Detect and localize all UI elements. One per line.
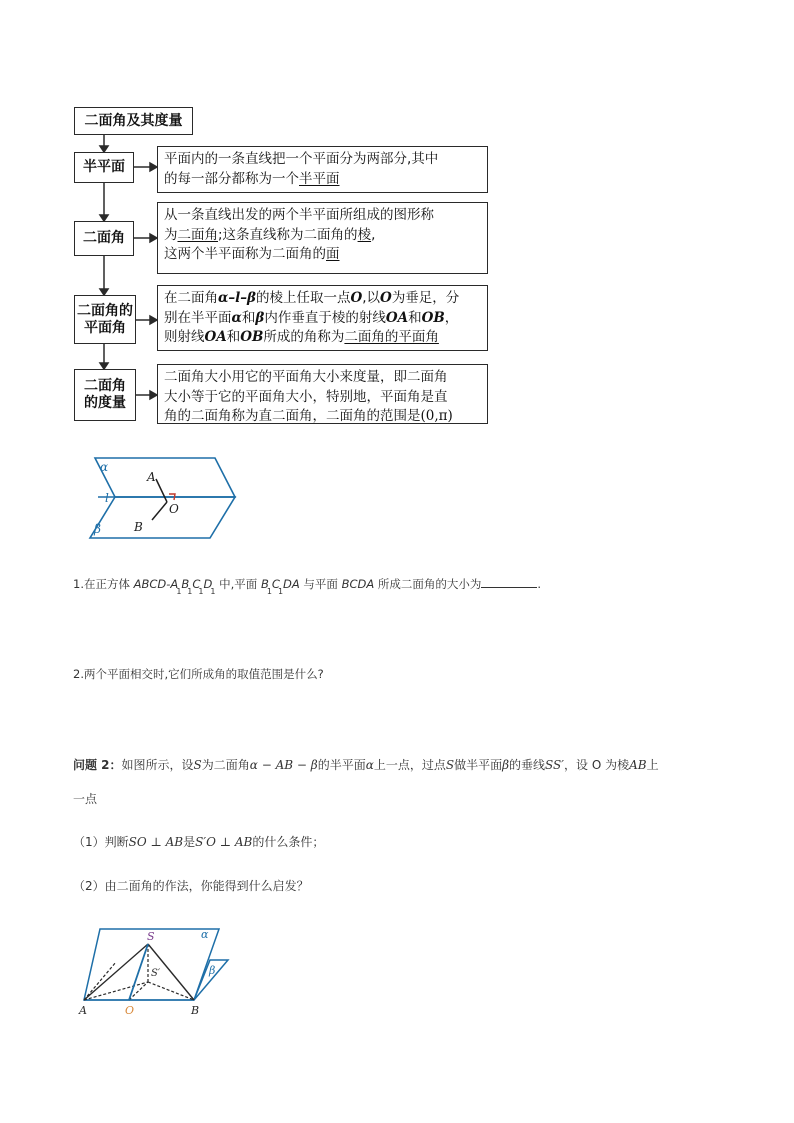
p2-t-o: 上 <box>646 758 659 772</box>
p2-S: S <box>193 758 202 772</box>
label-S-prime: S′ <box>151 968 161 979</box>
q1-c1: C <box>192 577 201 591</box>
p2s1-d: S′O ⊥ AB <box>195 835 253 849</box>
desc-text: ， <box>444 309 459 326</box>
q1-sub-b1: 1 <box>187 587 193 596</box>
flowchart-title: 二面角及其度量 <box>74 107 193 135</box>
desc-text: 和 <box>226 329 241 345</box>
flowchart-desc-2 <box>157 202 488 274</box>
q1-plane-da: DA <box>283 577 300 591</box>
flowchart-label-2 <box>74 221 134 256</box>
question-2: 2.两个平面相交时,它们所成角的取值范围是什么? <box>73 667 324 681</box>
p2-dihedral: α − AB − β <box>249 758 318 772</box>
question-1 <box>73 576 542 596</box>
desc-text: 别在半平面 <box>164 309 232 326</box>
flowchart-desc-line <box>164 309 481 329</box>
label-alpha-2: α <box>201 928 209 941</box>
desc-text: α <box>231 309 242 326</box>
desc-text: 平面内的一条直线把一个平面分为两部分,其中 <box>164 151 439 167</box>
desc-text: 内作垂直于棱的射线 <box>264 309 386 326</box>
underlined-term: 棱 <box>357 226 372 243</box>
desc-text: 为 <box>164 226 178 243</box>
flowchart-desc-line <box>164 388 481 408</box>
label-alpha: α <box>100 460 109 474</box>
desc-text: 则射线 <box>164 329 205 345</box>
q1-sub-pc1: 1 <box>277 587 284 596</box>
flowchart-desc-4 <box>157 364 488 424</box>
label-O-2: O <box>125 1004 135 1017</box>
label-beta-2: β <box>209 964 216 977</box>
desc-text: 在二面角 <box>164 290 218 306</box>
p2-t-a: 如图所示，设 <box>121 758 194 772</box>
desc-text: α–l–β <box>218 290 256 306</box>
problem-2-title: 问题 2： <box>73 758 122 772</box>
p2-t-m: ，设 O 为棱 <box>564 758 630 772</box>
underlined-term: 半平面 <box>299 170 340 187</box>
q1-d1: D <box>203 577 213 591</box>
p2-t-g: 上一点，过点 <box>373 758 446 772</box>
underlined-term: 二面角 <box>177 226 218 243</box>
desc-text: (0,π) <box>420 408 453 424</box>
desc-text: 为垂足，分 <box>391 290 460 306</box>
flowchart-desc-line <box>164 328 481 348</box>
q1-cube: ABCD-A <box>133 577 179 591</box>
flowchart-label-line: 半平面 <box>83 159 125 175</box>
plane-alpha-shape <box>95 458 235 497</box>
desc-text: 这两个半平面称为二面角的 <box>164 246 326 262</box>
flowchart-label-4 <box>74 369 136 421</box>
flowchart-desc-line <box>164 289 481 309</box>
desc-text: , <box>371 226 376 243</box>
desc-text: β <box>255 309 265 326</box>
dihedral-figure-1 <box>70 450 250 550</box>
desc-text: O <box>350 290 363 306</box>
p2-t-e: 的半平面 <box>317 758 366 772</box>
flowchart-label-line: 的度量 <box>84 395 126 411</box>
desc-text: 和 <box>241 309 256 326</box>
p2s1-c: 是 <box>183 835 196 849</box>
q1-text-c: 与平面 <box>299 577 342 591</box>
flowchart-desc-line <box>164 407 481 427</box>
desc-text: OA <box>385 309 409 326</box>
flowchart-label-line: 二面角的 <box>77 302 133 319</box>
q1-period: . <box>537 577 542 591</box>
p2s1-a: （1）判断 <box>73 835 129 849</box>
p2-t-i: 做半平面 <box>454 758 503 772</box>
label-beta: β <box>94 522 101 536</box>
flowchart-desc-line <box>164 170 481 190</box>
q1-text-d: 所成二面角的大小为 <box>374 577 482 591</box>
desc-text: OB <box>240 329 264 345</box>
flowchart-desc-line <box>164 206 481 226</box>
desc-text: OA <box>204 329 227 345</box>
desc-text: O <box>380 290 392 306</box>
desc-text: 的每一部分都称为一个 <box>164 170 299 187</box>
p2-beta: β <box>502 758 510 772</box>
q1-sub-a1: 1 <box>176 587 182 596</box>
flowchart-label-1 <box>74 152 134 183</box>
q1-sub-c1: 1 <box>198 587 204 596</box>
ray-OA <box>156 479 167 502</box>
label-B-2: B <box>191 1004 200 1017</box>
p2-t-c: 为二面角 <box>201 758 250 772</box>
ray-OB <box>152 502 167 520</box>
problem-2-line-1 <box>73 756 659 773</box>
q1-plane-b1: B <box>260 577 269 591</box>
q1-text-b: 中,平面 <box>215 577 261 591</box>
q1-sub-pb1: 1 <box>266 587 272 596</box>
flowchart-desc-3 <box>157 285 488 351</box>
label-A-2: A <box>79 1004 87 1017</box>
answer-blank[interactable] <box>481 577 537 588</box>
q1-text-a: 1.在正方体 <box>73 577 134 591</box>
flowchart-desc-line <box>164 368 481 388</box>
underlined-term: 二面角的平面角 <box>344 329 439 345</box>
flowchart-desc-line <box>164 226 481 246</box>
desc-text: 大小等于它的平面角大小，特别地，平面角是直 <box>164 388 448 405</box>
flowchart-desc-line <box>164 245 481 265</box>
label-S: S <box>147 930 155 943</box>
q1-b1: B <box>181 577 190 591</box>
flowchart-desc-1 <box>157 146 488 193</box>
label-A: A <box>147 470 156 484</box>
desc-text: 的棱上任取一点 <box>255 290 351 306</box>
p2-t-k: 的垂线 <box>509 758 546 772</box>
flowchart-label-3 <box>74 295 136 344</box>
desc-text: ,以 <box>362 290 381 306</box>
desc-text: 角的二面角称为直二面角，二面角的范围是 <box>164 408 421 424</box>
label-O: O <box>169 502 179 516</box>
p2-AB: AB <box>629 758 647 772</box>
problem-2-sub-1 <box>73 833 324 850</box>
desc-text: 和 <box>408 309 422 326</box>
desc-text: 所成的角称为 <box>263 329 345 345</box>
q1-plane-bcda: BCDA <box>341 577 375 591</box>
desc-text: OB <box>421 309 445 326</box>
flowchart-label-line: 二面角 <box>83 230 125 246</box>
problem-2-line-2: 一点 <box>73 792 98 806</box>
q1-sub-d1: 1 <box>210 587 216 596</box>
underlined-term: 面 <box>326 246 340 262</box>
q1-plane-c1: C <box>271 577 280 591</box>
label-B: B <box>134 520 143 534</box>
desc-text: 从一条直线出发的两个半平面所组成的图形称 <box>164 207 434 223</box>
flowchart-desc-line <box>164 150 481 170</box>
plane-beta-shape <box>90 497 235 538</box>
flowchart-label-line: 二面角 <box>84 378 126 394</box>
desc-text: 二面角大小用它的平面角大小来度量，即二面角 <box>164 369 448 385</box>
dihedral-figure-2 <box>76 924 246 1024</box>
label-l: l <box>105 491 109 505</box>
desc-text: ;这条直线称为二面角的 <box>218 226 358 243</box>
p2-SS: SS′ <box>545 758 565 772</box>
p2-alpha: α <box>365 758 374 772</box>
p2s1-b: SO ⊥ AB <box>128 835 184 849</box>
p2s1-e: 的什么条件； <box>252 835 325 849</box>
flowchart-label-line: 平面角 <box>84 319 126 336</box>
p2-S2: S <box>445 758 455 772</box>
problem-2-sub-2: （2）由二面角的作法，你能得到什么启发？ <box>73 879 309 893</box>
